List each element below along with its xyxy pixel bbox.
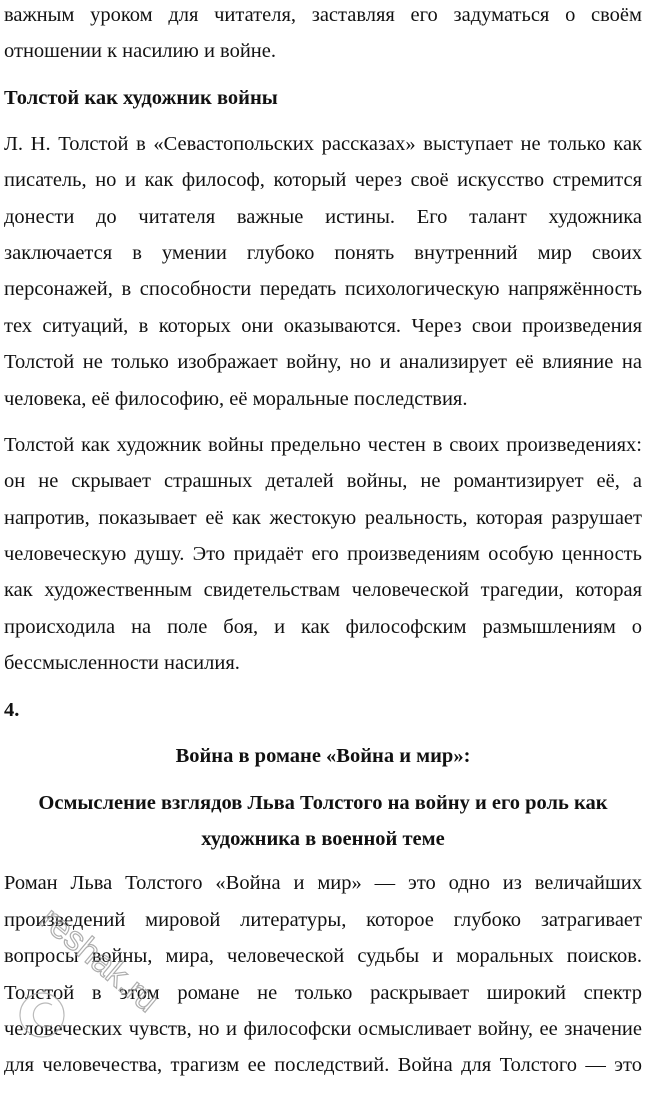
section-subtitle-line: Осмысление взглядов Льва Толстого на войну и его роль как	[38, 792, 608, 815]
text-line: человеческую душу. Это придаёт его произведениям особую ценность	[4, 543, 642, 566]
watermark-text: reshak.ru	[33, 899, 167, 1020]
text-line: напротив, показывает её как жестокую реальность, которая разрушает	[4, 506, 642, 529]
section-number: 4.	[4, 698, 20, 721]
text-line: Л. Н. Толстой в «Севастопольских рассказах» выступает не только как	[4, 132, 642, 155]
paragraph-1	[4, 126, 642, 417]
text-line: как художественным свидетельствам человеческой трагедии, которая	[4, 579, 642, 602]
document-page	[4, 0, 642, 1094]
text-line: бессмысленности насилия.	[4, 652, 240, 675]
section-heading: Толстой как художник войны	[4, 86, 278, 109]
text-line: происходила на поле боя, и как философским размышлениям о	[4, 615, 642, 638]
paragraph-intro-end	[4, 0, 642, 70]
text-line: Толстой как художник войны предельно честен в своих произведениях:	[4, 433, 642, 456]
paragraph-3	[4, 865, 642, 1083]
text-line: для человечества, трагизм ее последствий. Война для Толстого — это	[4, 1054, 642, 1077]
text-line: донести до читателя важные истины. Его талант художника	[4, 205, 642, 228]
text-line: Роман Льва Толстого «Война и мир» — это одно из величайших	[4, 872, 642, 895]
text-line: произведений мировой литературы, которое глубоко затрагивает	[4, 908, 642, 931]
text-line: человеческих чувств, но и философски осмысливает войну, ее значение	[4, 1017, 642, 1040]
text-line: отношении к насилию и войне.	[4, 40, 276, 63]
section-title: Война в романе «Война и мир»:	[175, 744, 471, 767]
text-line: заключается в умении глубоко понять внутренний мир своих	[4, 241, 642, 264]
text-line: он не скрывает страшных деталей войны, не романтизирует её, а	[4, 470, 642, 493]
section-subtitle-line: художника в военной теме	[201, 828, 445, 851]
text-line: важным уроком для читателя, заставляя его задуматься о своём	[4, 4, 642, 26]
text-line: персонажей, в способности передать психологическую напряжённость	[4, 278, 642, 301]
text-line: вопросы войны, мира, человеческой судьбы и моральных поисков.	[4, 945, 642, 968]
text-line: тех ситуаций, в которых они оказываются. Через свои произведения	[4, 314, 642, 337]
text-line: Толстой в этом романе не только раскрывает широкий спектр	[4, 981, 642, 1004]
text-line: Толстой не только изображает войну, но и анализирует её влияние на	[4, 351, 642, 374]
text-line: писатель, но и как философ, который через своё искусство стремится	[4, 169, 642, 192]
text-line: человека, её философию, её моральные последствия.	[4, 387, 468, 410]
paragraph-2	[4, 427, 642, 682]
